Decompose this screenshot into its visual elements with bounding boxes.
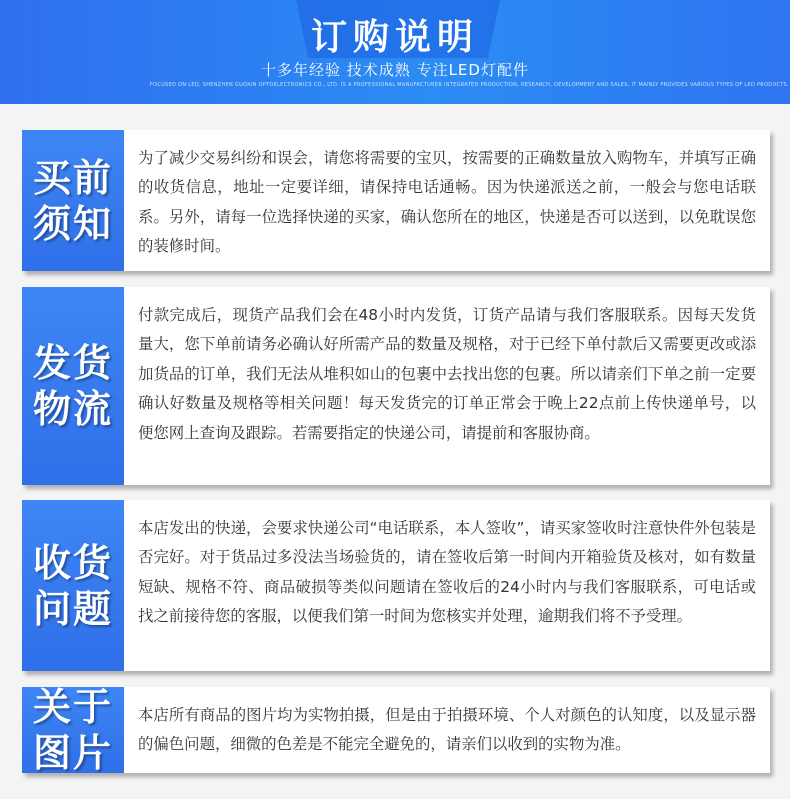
section-text: 为了减少交易纠纷和误会，请您将需要的宝贝，按需要的正确数量放入购物车，并填写正确的收货信息，地址一定要详细，请保持电话通畅。因为快递派送之前，一般会与您电话联系。另外，请每一位选择快递的买家，确认您所在的地区，快递是否可以送到，以免耽误您的装修时间。: [138, 149, 756, 256]
header-banner: [0, 0, 790, 104]
page-subtitle: 十多年经验 技术成熟 专注LED灯配件: [261, 61, 529, 79]
section-receiving: [22, 500, 770, 671]
section-text: 本店发出的快递，会要求快递公司“电话联系，本人签收”，请买家签收时注意快件外包装是否完好。对于货品过多没法当场验货的，请在签收后第一时间内开箱验货及核对，如有数量短缺、规格不符、商品破损等类似问题请在签收后的24小时内与我们客服联系，可电话或找之前接待您的客服，以便我们第一时间为您核实并处理，逾期我们将不予受理。: [138, 519, 756, 626]
section-tag: [22, 687, 124, 773]
section-shipping: [22, 287, 770, 485]
page-title: 订购说明: [310, 17, 479, 58]
section-tag-label: 关于图片: [32, 685, 113, 775]
section-tag-label: 发货物流: [32, 341, 113, 431]
section-tag-label: 收货问题: [32, 540, 113, 631]
section-pictures: [22, 687, 770, 773]
header-fineprint: FOCUSED ON LED, SHENZHEN GUOXIN OPTOELECTRONICS CO., LTD. IS A PROFESSIONAL MANUFACTURER INTEGRATED PRODUCTION, RESEARCH, DEVELOPMENT AND SALES, IT MAINLY PROVIDES VARIOUS TYPES OF LED PRODUCTS.: [150, 82, 789, 88]
section-tag-label: 买前须知: [32, 155, 113, 246]
section-tag: [22, 500, 124, 671]
section-before-purchase: [22, 130, 770, 271]
section-text: 本店所有商品的图片均为实物拍摄，但是由于拍摄环境、个人对颜色的认知度，以及显示器的偏色问题，细微的色差是不能完全避免的，请亲们以收到的实物为准。: [138, 706, 756, 754]
section-tag: [22, 130, 124, 271]
section-text: 付款完成后，现货产品我们会在48小时内发货，订货产品请与我们客服联系。因每天发货量大，您下单前请务必确认好所需产品的数量及规格，对于已经下单付款后又需要更改或添加货品的订单，我们无法从堆积如山的包裹中去找出您的包裹。所以请亲们下单之前一定要确认好数量及规格等相关问题！每天发货完的订单正常会于晚上22点前上传快递单号，以便您网上查询及跟踪。若需要指定的快递公司，请提前和客服协商。: [138, 306, 756, 442]
section-tag: [22, 287, 124, 485]
